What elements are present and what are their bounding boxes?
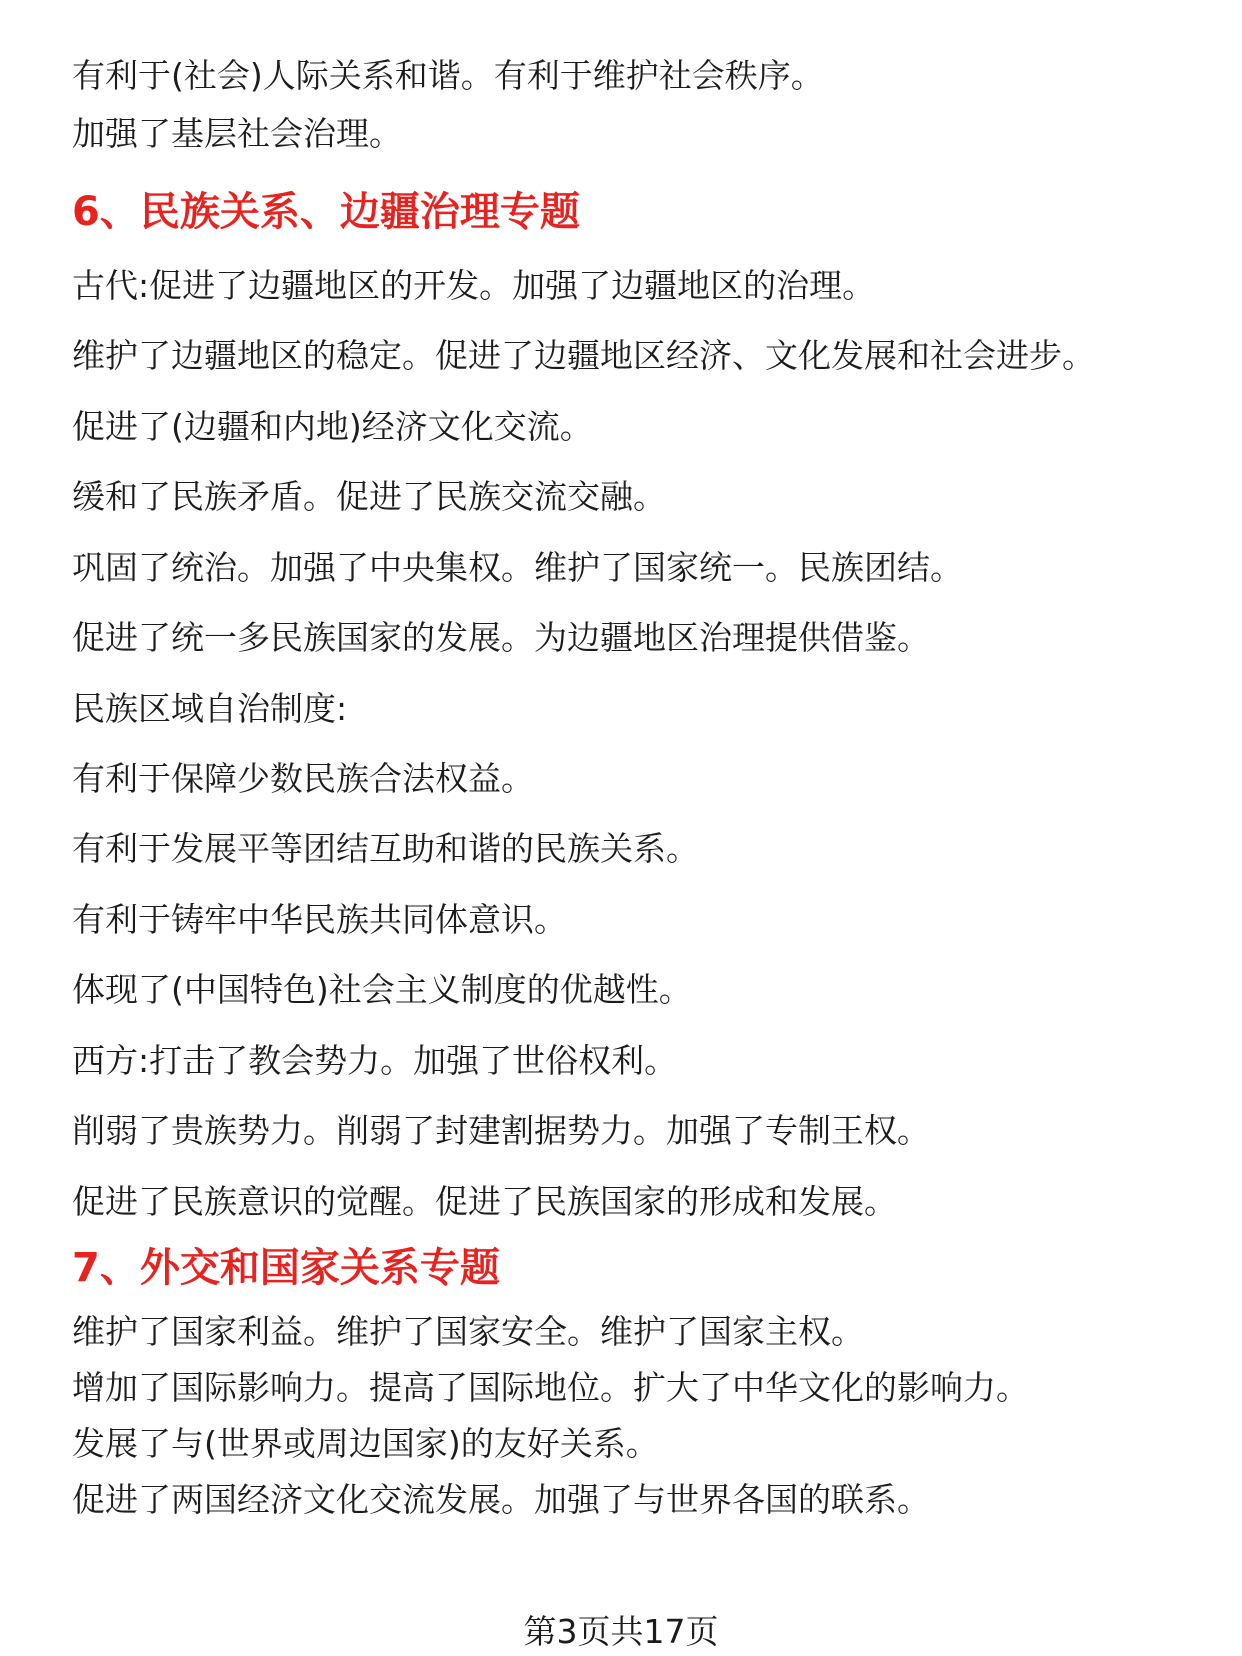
text-line: 发展了与(世界或周边国家)的友好关系。: [72, 1424, 659, 1463]
text-line: 有利于铸牢中华民族共同体意识。: [72, 900, 567, 939]
text-line: 缓和了民族矛盾。促进了民族交流交融。: [72, 477, 666, 516]
text-line: 有利于(社会)人际关系和谐。有利于维护社会秩序。: [72, 56, 824, 95]
text-line: 体现了(中国特色)社会主义制度的优越性。: [72, 970, 692, 1009]
text-line: 维护了边疆地区的稳定。促进了边疆地区经济、文化发展和社会进步。: [72, 336, 1095, 375]
text-line: 有利于保障少数民族合法权益。: [72, 759, 534, 798]
text-line: 有利于发展平等团结互助和谐的民族关系。: [72, 829, 699, 868]
text-line: 西方:打击了教会势力。加强了世俗权利。: [72, 1041, 678, 1080]
text-line: 加强了基层社会治理。: [72, 114, 402, 153]
text-line: 巩固了统治。加强了中央集权。维护了国家统一。民族团结。: [72, 548, 963, 587]
page-number: 第3页共17页: [523, 1612, 719, 1651]
text-line: 促进了统一多民族国家的发展。为边疆地区治理提供借鉴。: [72, 618, 930, 657]
text-line: 削弱了贵族势力。削弱了封建割据势力。加强了专制王权。: [72, 1111, 930, 1150]
text-line: 古代:促进了边疆地区的开发。加强了边疆地区的治理。: [72, 266, 876, 305]
section-heading-6: 6、民族关系、边疆治理专题: [72, 189, 580, 235]
text-line: 民族区域自治制度:: [72, 689, 348, 728]
text-line: 促进了(边疆和内地)经济文化交流。: [72, 407, 593, 446]
text-line: 促进了民族意识的觉醒。促进了民族国家的形成和发展。: [72, 1182, 897, 1221]
text-line: 增加了国际影响力。提高了国际地位。扩大了中华文化的影响力。: [72, 1368, 1029, 1407]
text-line: 促进了两国经济文化交流发展。加强了与世界各国的联系。: [72, 1480, 930, 1519]
section-heading-7: 7、外交和国家关系专题: [72, 1245, 500, 1291]
text-line: 维护了国家利益。维护了国家安全。维护了国家主权。: [72, 1312, 864, 1351]
